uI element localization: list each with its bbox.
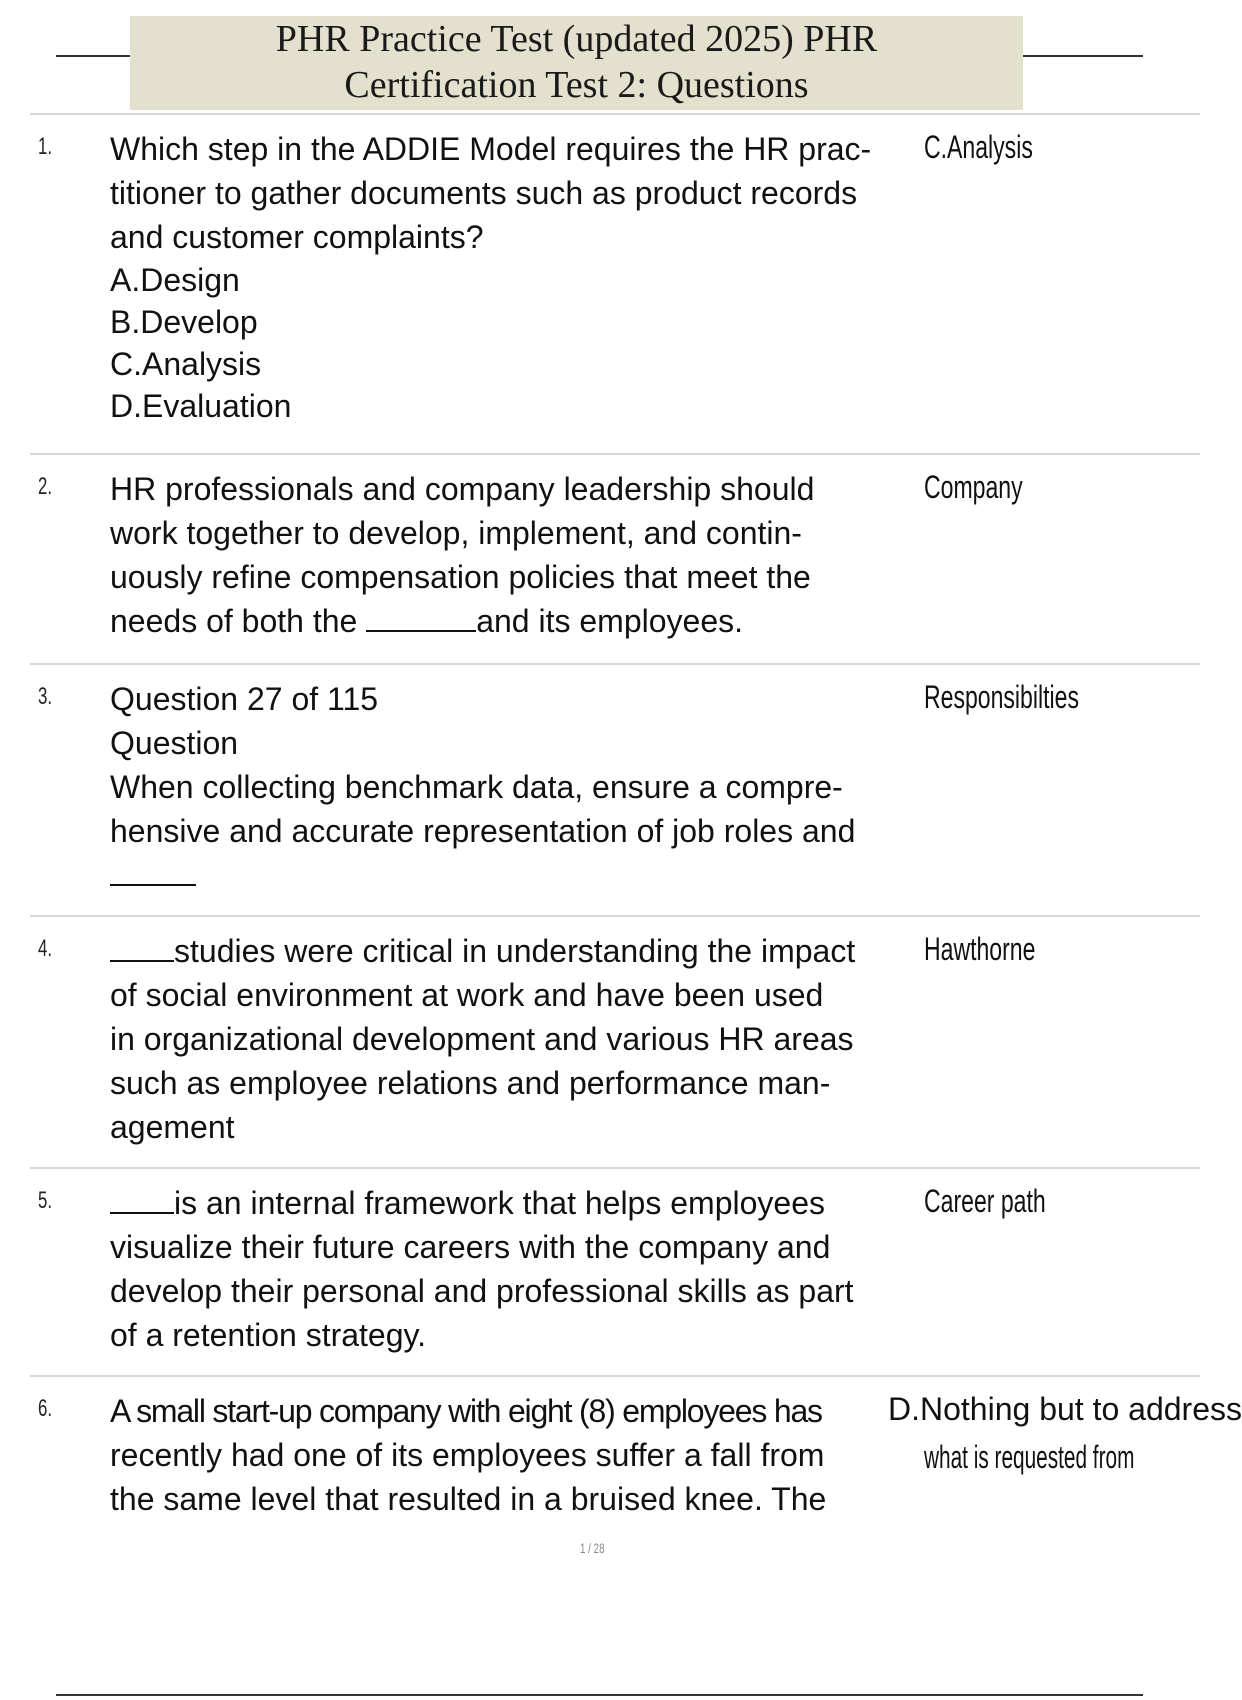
fill-in-blank [366,604,476,632]
question-text [110,467,930,643]
answer: Hawthorne [924,931,1036,967]
question-line: work together to develop, implement, and contin- [110,515,802,551]
question-line: hensive and accurate representation of job roles and [110,813,856,849]
question-row-4 [30,915,1200,1169]
question-row-3 [30,663,1200,917]
question-line: Question 27 of 115 [110,681,379,717]
blank-suffix: studies were critical in understanding the impact [174,933,856,969]
blank-suffix: is an internal framework that helps employees [174,1185,825,1221]
question-line: HR professionals and company leadership should [110,471,815,507]
question-line-with-blank [110,599,930,643]
question-text [110,1389,900,1521]
answer: D.Nothing but to address [888,1391,1242,1427]
question-line-with-blank [110,929,930,973]
question-row-1 [30,113,1200,455]
question-line: Question [110,725,239,761]
question-line: A small start-up company with eight (8) employees has [110,1393,822,1429]
question-line: in organizational development and various HR areas [110,1021,854,1057]
blank-prefix: needs of both the [110,603,367,639]
fill-in-blank [110,934,174,962]
title-header [0,0,1200,115]
question-number: 1. [38,133,53,160]
fill-in-blank [110,858,196,886]
question-line: agement [110,1109,235,1145]
option-d: D.Evaluation [110,388,292,424]
option-c: C.Analysis [110,346,262,382]
question-line: recently had one of its employees suffer a fall from [110,1437,825,1473]
question-line: uously refine compensation policies that meet the [110,559,811,595]
question-number: 6. [38,1395,53,1422]
question-line: the same level that resulted in a bruised knee. The [110,1481,827,1517]
question-line-with-blank [110,1181,930,1225]
title-line-1: PHR Practice Test (updated 2025) PHR [275,18,878,60]
question-line-blank [110,853,930,897]
question-row-2 [30,453,1200,665]
answer: Responsibilties [924,679,1079,715]
question-number: 5. [38,1187,53,1214]
question-text [110,677,930,897]
question-line: develop their personal and professional skills as part [110,1273,854,1309]
page-number: 1 / 28 [580,1540,605,1556]
answer: Career path [924,1183,1046,1219]
title-rule-left [56,55,130,57]
question-number: 4. [38,935,53,962]
title-rule-right [1023,55,1143,57]
question-text [110,127,930,427]
question-text [110,1181,930,1357]
question-text [110,929,930,1149]
blank-suffix: and its employees. [476,603,744,639]
question-number: 3. [38,683,53,710]
question-row-5 [30,1167,1200,1377]
answer: C.Analysis [924,129,1033,165]
answer-continued: what is requested from [924,1439,1135,1475]
question-line: such as employee relations and performance man- [110,1065,831,1101]
question-line: When collecting benchmark data, ensure a compre- [110,769,843,805]
question-line: and customer complaints? [110,219,484,255]
question-row-6 [30,1375,1242,1527]
option-b: B.Develop [110,304,258,340]
question-number: 2. [38,473,53,500]
option-a: A.Design [110,262,240,298]
fill-in-blank [110,1186,174,1214]
question-line: Which step in the ADDIE Model requires the HR prac- [110,131,872,167]
question-line: visualize their future careers with the company and [110,1229,831,1265]
answer: Company [924,469,1023,505]
question-line: titioner to gather documents such as product records [110,175,858,211]
title-line-2: Certification Test 2: Questions [344,64,809,106]
bottom-rule [56,1694,1143,1696]
question-line: of a retention strategy. [110,1317,427,1353]
question-line: of social environment at work and have been used [110,977,824,1013]
page-title [130,16,1023,110]
